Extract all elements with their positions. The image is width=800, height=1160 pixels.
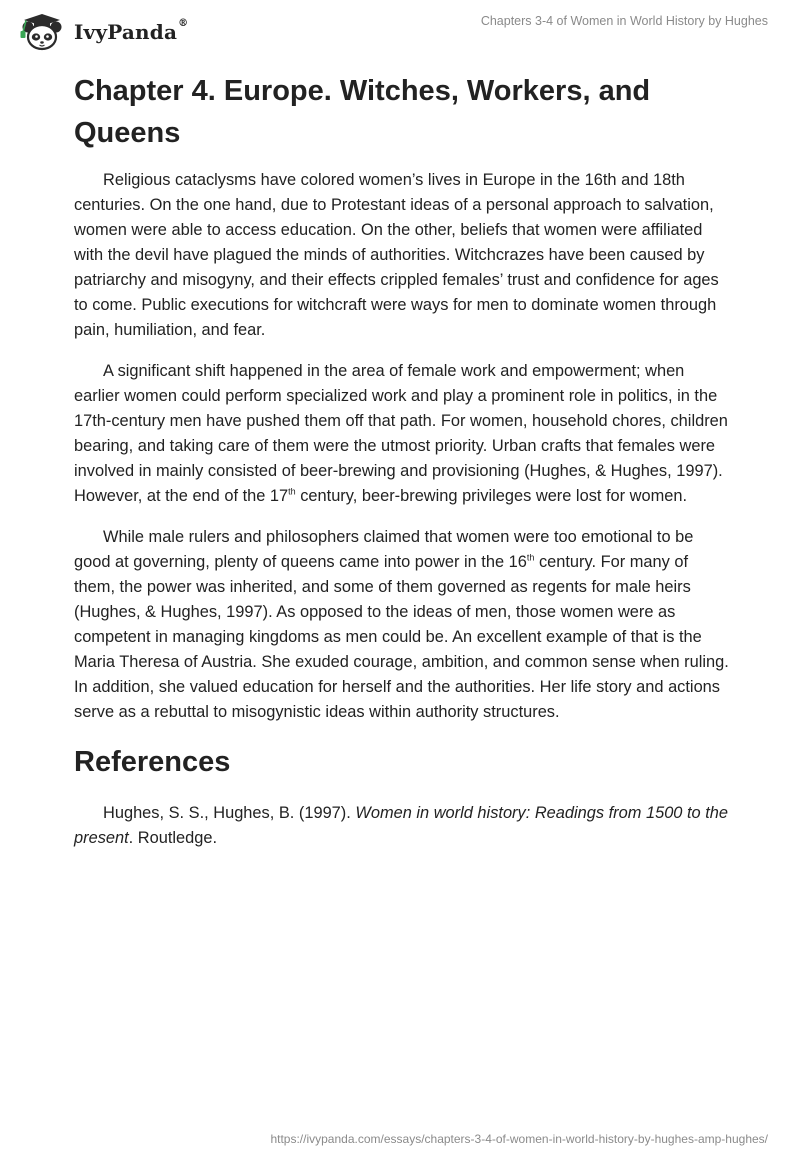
paragraph: Religious cataclysms have colored women’s lives in Europe in the 16th and 18th centuries. On the one hand, due to Protestant ideas of a personal approach to salvation, women were able to access education. On the other, beliefs that women were affiliated with the devil have plagued the minds of authorities. Witchcrazes have been caused by patriarchy and misogyny, and their effects crippled females’ trust and confidence for ages to come. Public executions for witchcraft were ways for men to dominate women through pain, humiliation, and fear. <box>74 171 719 339</box>
ivypanda-logo[interactable] <box>14 10 188 52</box>
reference-authors: Hughes, S. S., Hughes, B. (1997). <box>103 804 356 822</box>
registered-mark: ® <box>178 18 189 29</box>
references-heading: References <box>74 746 231 778</box>
page-header <box>0 0 800 60</box>
panda-graduate-icon <box>14 10 72 52</box>
ordinal-suffix: th <box>288 486 296 497</box>
brand-name: IvyPanda® <box>74 18 189 44</box>
article-content <box>74 70 730 851</box>
chapter-heading: Chapter 4. Europe. Witches, Workers, and Queens <box>74 75 651 149</box>
paragraph: A significant shift happened in the area of female work and empowerment; when earlier women could perform specialized work and play a prominent role in politics, in the 17th-century men have pushed them off that path. For women, household chores, children bearing, and taking care of them were the utmost priority. Urban crafts that females were involved in mainly consisted of beer-brewing and provisioning (Hughes, & Hughes, 1997). However, at the end of the 17th century, beer-brewing privileges were lost for women. <box>74 362 728 505</box>
source-url[interactable]: https://ivypanda.com/essays/chapters-3-4-of-women-in-world-history-by-hughes-amp-hughes/ <box>270 1132 768 1146</box>
document-title: Chapters 3-4 of Women in World History by Hughes <box>480 14 768 28</box>
reference-title: Women in world history: Readings from 1500 to the present <box>74 804 728 847</box>
paragraph: While male rulers and philosophers claimed that women were too emotional to be good at governing, plenty of queens came into power in the 16th century. For many of them, the power was inherited, and some of them governed as regents for male heirs (Hughes, & Hughes, 1997). As opposed to the ideas of men, those women were as competent in managing kingdoms as men could be. An excellent example of that is the Maria Theresa of Austria. She exuded courage, ambition, and common sense when ruling. In addition, she valued education for herself and the authorities. Her life story and actions serve as a rebuttal to misogynistic ideas within authority structures. <box>74 528 729 721</box>
reference-entry <box>74 801 730 851</box>
ordinal-suffix: th <box>526 552 535 563</box>
reference-publisher: . Routledge. <box>128 829 218 847</box>
